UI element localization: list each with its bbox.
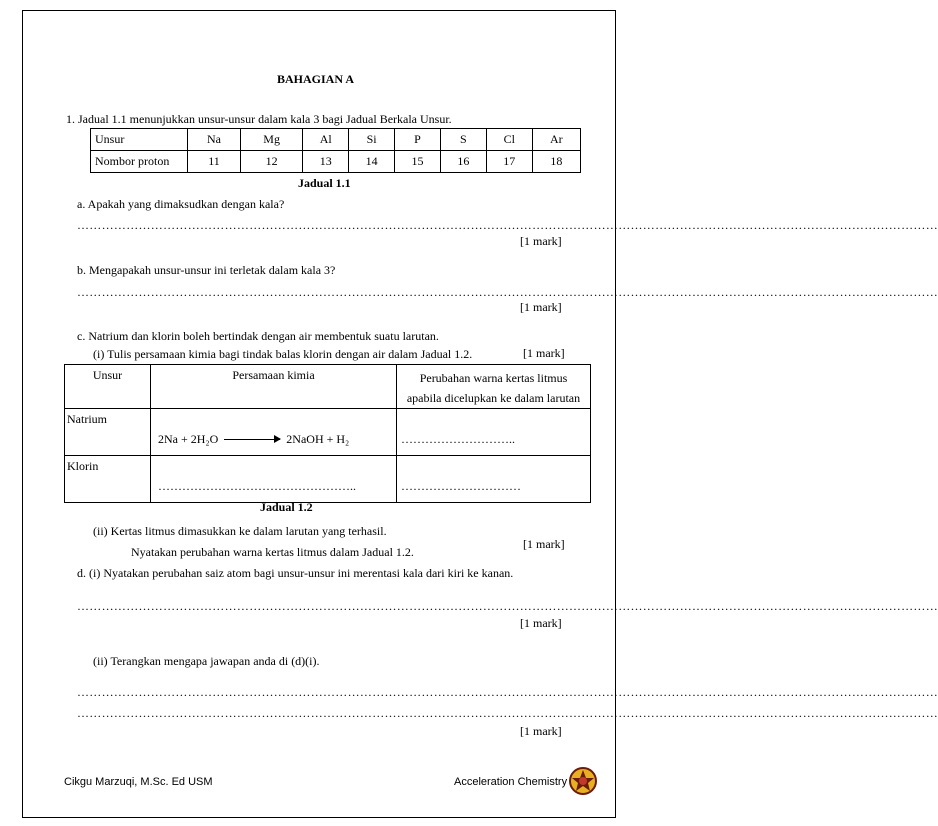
answer-line[interactable]: ………………………………………………………………………………………………………………………………………………………………………………………… <box>77 685 938 699</box>
mark-label: [1 mark] <box>520 234 562 248</box>
table-cell-proton: 15 <box>395 151 441 173</box>
table-cell-row-label: Nombor proton <box>91 151 188 173</box>
emblem-icon <box>568 766 598 796</box>
table-row-natrium <box>65 409 591 456</box>
table-cell-answer[interactable]: ………………………… <box>397 456 591 503</box>
answer-line[interactable]: ………………………………………………………………………………………………………………………………………………………………………………………… <box>77 706 938 720</box>
table-row-elements <box>91 129 581 151</box>
table-header-element: Unsur <box>65 365 151 409</box>
table-cell-element: Al <box>303 129 349 151</box>
question-c-ii-line1: (ii) Kertas litmus dimasukkan ke dalam larutan yang terhasil. <box>93 524 387 538</box>
footer-right: Acceleration Chemistry <box>454 776 568 788</box>
table-cell-equation-answer[interactable]: ………………………………………….. <box>151 456 397 503</box>
table-cell-proton: 17 <box>486 151 532 173</box>
answer-line[interactable]: ………………………………………………………………………………………………………………………………………………………………………………………… <box>77 285 938 299</box>
table-cell-element: P <box>395 129 441 151</box>
table-header-litmus-line1: Perubahan warna kertas litmus <box>419 371 568 385</box>
mark-label: [1 mark] <box>520 616 562 630</box>
mark-label: [1 mark] <box>523 537 565 551</box>
question-c-i: (i) Tulis persamaan kimia bagi tindak balas klorin dengan air dalam Jadual 1.2. <box>93 347 473 361</box>
question-1-intro: 1. Jadual 1.1 menunjukkan unsur-unsur dalam kala 3 bagi Jadual Berkala Unsur. <box>66 112 452 126</box>
equation-products: 2NaOH + H₂ <box>286 432 350 446</box>
table-row-klorin <box>65 456 591 503</box>
table-cell-proton: 18 <box>532 151 580 173</box>
question-c: c. Natrium dan klorin boleh bertindak dengan air membentuk suatu larutan. <box>77 329 439 343</box>
footer-left: Cikgu Marzuqi, M.Sc. Ed USM <box>64 776 213 788</box>
answer-line[interactable]: ………………………………………………………………………………………………………………………………………………………………………………………… <box>77 599 938 613</box>
table-1-1 <box>90 128 581 173</box>
table-cell-element: Si <box>349 129 395 151</box>
table-header-litmus <box>397 365 591 409</box>
mark-label: [1 mark] <box>520 724 562 738</box>
section-title: BAHAGIAN A <box>277 72 355 86</box>
equation-reactants: 2Na + 2H₂O <box>158 432 219 446</box>
table-cell-element: Cl <box>486 129 532 151</box>
table-header-row <box>65 365 591 409</box>
arrow-right-icon <box>224 439 280 440</box>
table-1-2 <box>64 364 591 503</box>
question-a: a. Apakah yang dimaksudkan dengan kala? <box>77 197 285 211</box>
question-d-i: d. (i) Nyatakan perubahan saiz atom bagi unsur-unsur ini merentasi kala dari kiri ke kanan. <box>77 566 514 580</box>
table-cell-element: Natrium <box>65 409 151 456</box>
table-cell-proton: 16 <box>440 151 486 173</box>
table-header-equation: Persamaan kimia <box>151 365 397 409</box>
question-c-ii-line2: Nyatakan perubahan warna kertas litmus dalam Jadual 1.2. <box>131 545 414 559</box>
table-cell-element: Mg <box>240 129 302 151</box>
table-cell-element: Klorin <box>65 456 151 503</box>
table-cell-row-label: Unsur <box>91 129 188 151</box>
table-cell-proton: 13 <box>303 151 349 173</box>
answer-line[interactable]: ………………………………………………………………………………………………………………………………………………………………………………………… <box>77 218 938 232</box>
question-b: b. Mengapakah unsur-unsur ini terletak dalam kala 3? <box>77 263 336 277</box>
table-1-1-caption: Jadual 1.1 <box>298 176 351 190</box>
table-cell-equation <box>151 409 397 456</box>
table-cell-proton: 11 <box>188 151 241 173</box>
table-cell-element: Na <box>188 129 241 151</box>
question-d-ii: (ii) Terangkan mengapa jawapan anda di (d)(i). <box>93 654 320 668</box>
mark-label: [1 mark] <box>523 346 565 360</box>
table-cell-element: S <box>440 129 486 151</box>
table-row-protons <box>91 151 581 173</box>
table-cell-proton: 14 <box>349 151 395 173</box>
table-1-2-caption: Jadual 1.2 <box>260 500 313 514</box>
table-cell-answer[interactable]: ……………………….. <box>397 409 591 456</box>
mark-label: [1 mark] <box>520 300 562 314</box>
table-header-litmus-line2: apabila dicelupkan ke dalam larutan <box>406 391 581 405</box>
table-cell-element: Ar <box>532 129 580 151</box>
table-cell-proton: 12 <box>240 151 302 173</box>
